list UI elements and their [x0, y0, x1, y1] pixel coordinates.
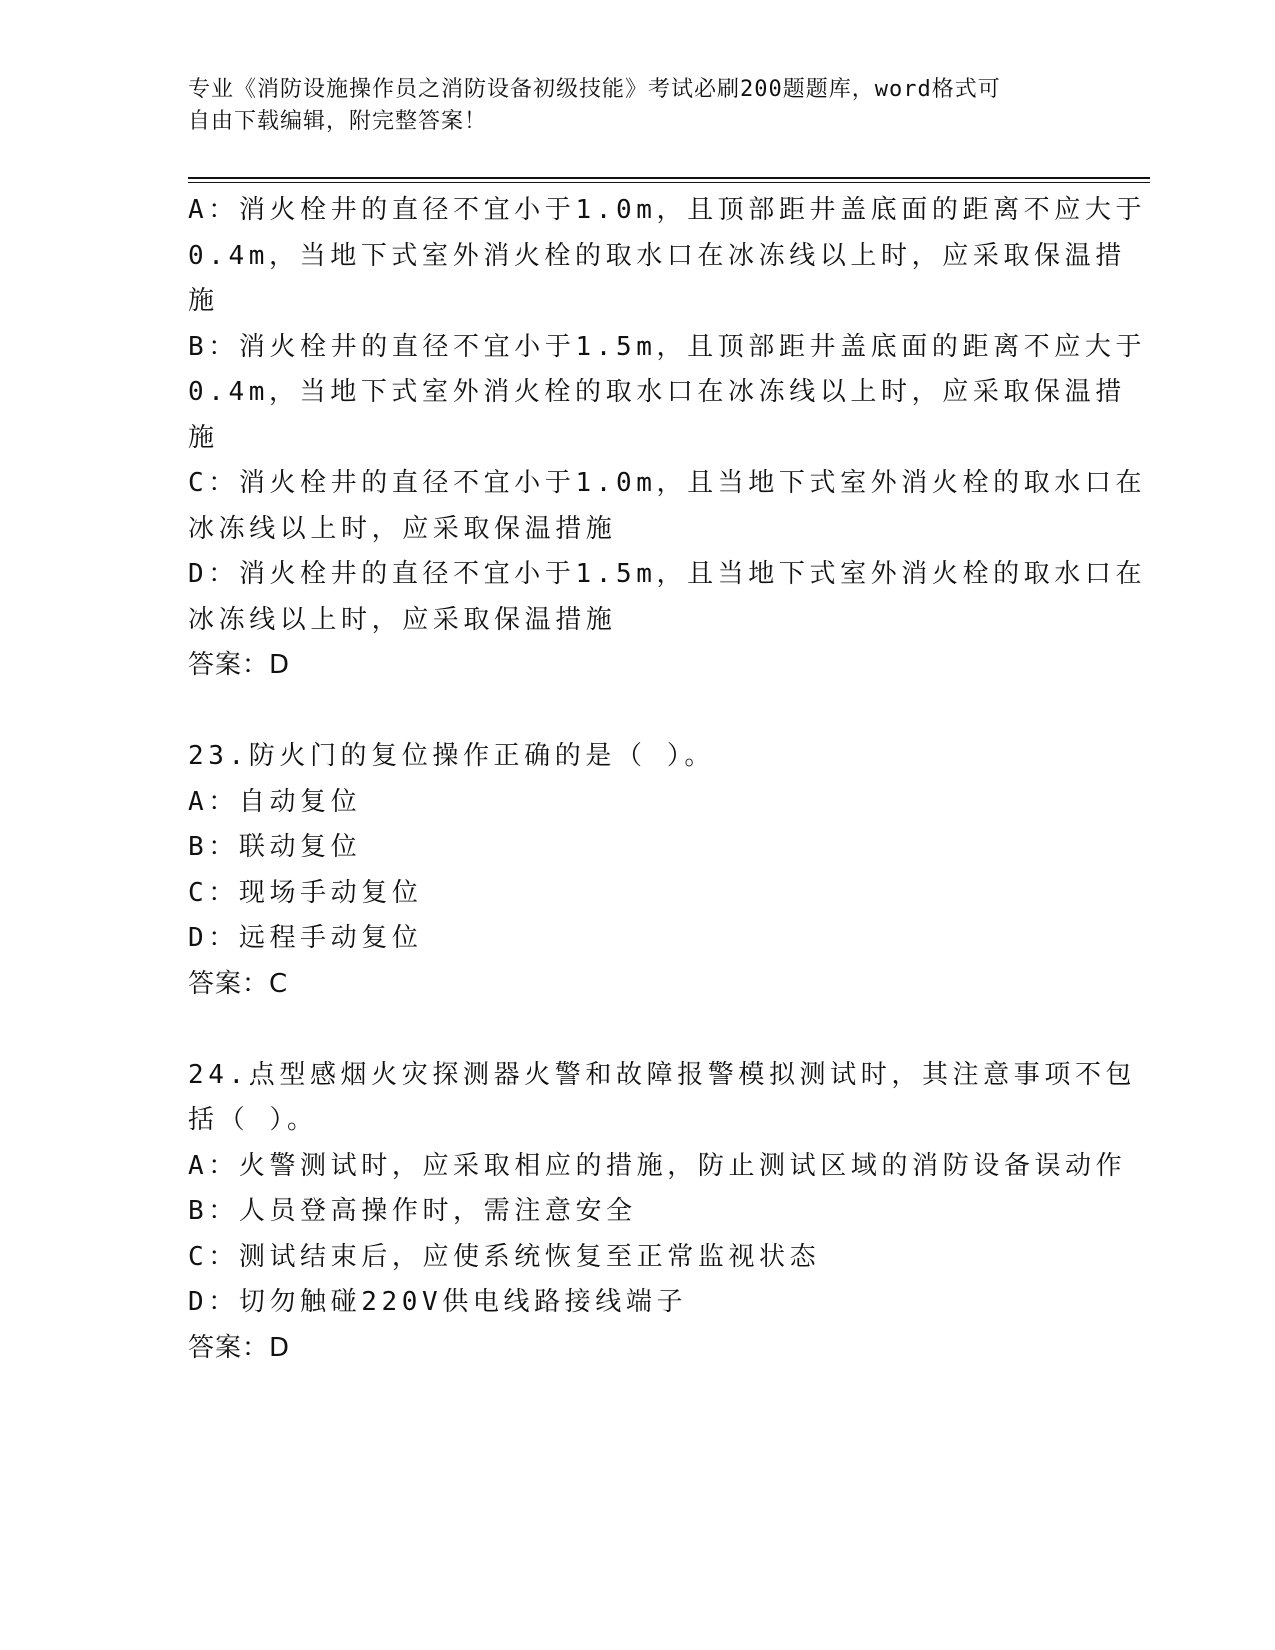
option-a: A：火警测试时，应采取相应的措施，防止测试区域的消防设备误动作 [188, 1150, 1127, 1181]
option-d: D：切勿触碰220V供电线路接线端子 [188, 1287, 688, 1317]
answer-label: 答案：D [188, 650, 291, 680]
question-stem-line-1: 24.点型感烟火灾探测器火警和故障报警模拟测试时，其注意事项不包 [188, 1059, 1137, 1090]
option-a-line-2: 0.4m，当地下式室外消火栓的取水口在冰冻线以上时，应采取保温措 [188, 240, 1126, 271]
question-stem: 23.防火门的复位操作正确的是（ ）。 [188, 741, 716, 771]
header-rule-thin [188, 182, 1150, 183]
option-a-line-3: 施 [188, 286, 219, 316]
question-24 [188, 1053, 1137, 1372]
option-d-line-1: D：消火栓井的直径不宜小于1.5m，且当地下式室外消火栓的取水口在 [188, 559, 1147, 589]
option-c: C：测试结束后，应使系统恢复至正常监视状态 [188, 1241, 821, 1272]
question-23 [188, 734, 1108, 1007]
option-a: A：自动复位 [188, 786, 362, 817]
option-c-line-1: C：消火栓井的直径不宜小于1.0m，且当地下式室外消火栓的取水口在 [188, 468, 1147, 498]
question-stem-line-2: 括（ ）。 [188, 1105, 318, 1135]
option-b-line-2: 0.4m，当地下式室外消火栓的取水口在冰冻线以上时，应采取保温措 [188, 377, 1126, 407]
question-gap [188, 1007, 1108, 1053]
question-22-options [188, 188, 1147, 689]
option-b: B：人员登高操作时，需注意安全 [188, 1196, 637, 1226]
document-header [188, 74, 1068, 138]
header-rule-thick [188, 177, 1150, 179]
header-line-1: 专业《消防设施操作员之消防设备初级技能》考试必刷200题题库，word格式可 [188, 77, 1001, 102]
option-b: B：联动复位 [188, 832, 362, 862]
option-b-line-3: 施 [188, 422, 219, 453]
answer-label: 答案：D [188, 1332, 291, 1363]
question-gap [188, 689, 1108, 735]
option-b-line-1: B：消火栓井的直径不宜小于1.5m，且顶部距井盖底面的距离不应大于 [188, 331, 1147, 362]
header-line-2: 自由下载编辑，附完整答案！ [188, 109, 488, 134]
option-c: C：现场手动复位 [188, 877, 423, 908]
question-content [188, 188, 1147, 1371]
option-c-line-2: 冰冻线以上时，应采取保温措施 [188, 513, 617, 544]
answer-label: 答案：C [188, 968, 289, 999]
option-d: D：远程手动复位 [188, 923, 423, 953]
option-d-line-2: 冰冻线以上时，应采取保温措施 [188, 604, 617, 635]
option-a-line-1: A：消火栓井的直径不宜小于1.0m，且顶部距井盖底面的距离不应大于 [188, 195, 1147, 225]
